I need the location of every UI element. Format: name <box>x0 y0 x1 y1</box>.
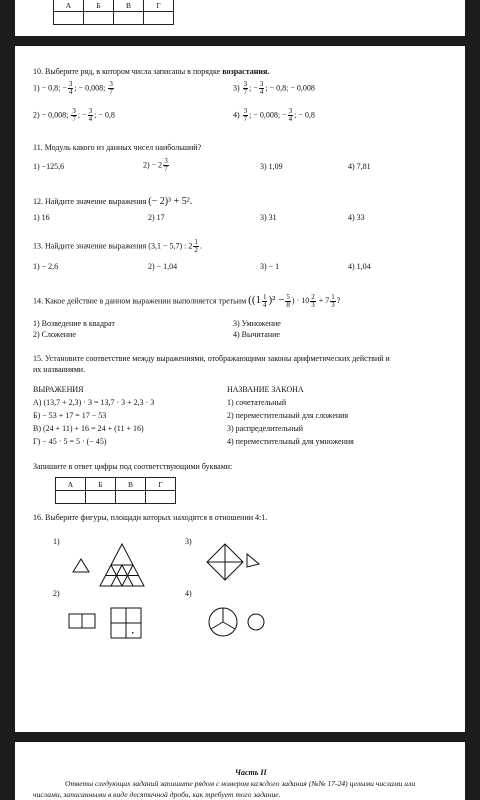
q12-option-4: 4) 33 <box>348 213 365 222</box>
q15-answer-cell-v[interactable] <box>116 491 146 504</box>
top-answer-table <box>53 0 174 25</box>
q15-answer-header-g: Г <box>146 478 176 491</box>
q10-option-2: 2) − 0,008; $\frac{3}{7}$ ; − $\frac{3}{4}$ ; − 0,8 <box>33 107 115 123</box>
q12-option-2: 2) 17 <box>148 213 165 222</box>
q14-option-3: 3) Умножение <box>233 319 281 328</box>
q14-option-1: 1) Возведение в квадрат <box>33 319 115 328</box>
q15-answer-prompt: Запишите в ответ цифры под соответствующими буквами: <box>33 462 233 471</box>
figure-1-triangles <box>70 540 160 588</box>
figure-3-small-triangle <box>247 554 259 567</box>
part2-instruction-line1: Ответы следующих заданий запишите рядом с номером каждого задания (№№ 17-24) целыми числами или <box>65 779 416 788</box>
q10-option-1: 1) − 0,8; − $\frac{3}{4}$ ; − 0,008; $\frac{3}{7}$ <box>33 80 113 96</box>
q15-question-line2: их названиями. <box>33 365 86 374</box>
q15-law-3: 3) распределительный <box>227 424 304 433</box>
q15-expression-a: А) (13,7 + 2,3) · 3 = 13,7 · 3 + 2,3 · 3 <box>33 398 155 407</box>
q11-question: 11. Модуль какого из данных чисел наибольший? <box>33 143 202 152</box>
q12-option-3: 3) 31 <box>260 213 277 222</box>
q10-option-4: 4) $\frac{3}{7}$ ; − 0,008; − $\frac{3}{4}$ ; − 0,8 <box>233 107 315 123</box>
figure-1-small-triangle <box>73 559 89 572</box>
left-dark-border <box>0 0 15 800</box>
q11-option-1: 1) −125,6 <box>33 162 65 171</box>
q15-expression-g: Г) − 45 · 5 = 5 · (− 45) <box>33 437 107 446</box>
q15-answer-header-a: А <box>56 478 86 491</box>
q16-label-4: 4) <box>185 589 192 598</box>
top-table-header-g: Г <box>144 0 174 12</box>
page-separator-bottom <box>15 732 465 742</box>
q12-option-1: 1) 16 <box>33 213 50 222</box>
q15-expression-v: В) (24 + 11) + 16 = 24 + (11 + 16) <box>33 424 144 433</box>
q12-question: 12. Найдите значение выражения (− 2)³ + 5². <box>33 196 193 207</box>
top-table-header-b: Б <box>84 0 114 12</box>
q14-question: 14. Какое действие в данном выражении выполняется третьим ((1 $\frac{1}{4}$ )² − $\frac{5}{8}$ ) · 10 $\frac{2}{3}$ + 7 $\frac{1}{3}$ ? <box>33 293 341 309</box>
q11-option-3: 3) 1,09 <box>260 162 283 171</box>
q15-law-4: 4) переместительный для умножения <box>227 437 354 446</box>
q14-option-4: 4) Вычитание <box>233 330 280 339</box>
page-separator-top <box>15 36 465 46</box>
q10-option-3: 3) $\frac{3}{7}$ ; − $\frac{3}{4}$ ; − 0,8; − 0,008 <box>233 80 315 96</box>
q15-right-header: НАЗВАНИЕ ЗАКОНА <box>227 385 304 394</box>
q15-answer-table <box>55 477 176 504</box>
q13-option-2: 2) − 1,04 <box>148 262 178 271</box>
figure-4-circles <box>207 600 277 642</box>
q13-option-3: 3) − 1 <box>260 262 280 271</box>
q10-question: 10. Выберите ряд, в котором числа записаны в порядке возрастания. <box>33 67 270 76</box>
q15-answer-cell-g[interactable] <box>146 491 176 504</box>
figure-2-rectangles <box>67 604 157 640</box>
q15-answer-header-v: В <box>116 478 146 491</box>
q15-answer-cell-b[interactable] <box>86 491 116 504</box>
figure-4-small-circle <box>248 614 264 630</box>
q15-answer-cell-a[interactable] <box>56 491 86 504</box>
top-table-header-a: А <box>54 0 84 12</box>
part2-instruction-line2: числами, записанными в виде десятичной дроби, как требует того задание. <box>33 790 281 799</box>
q14-option-2: 2) Сложение <box>33 330 76 339</box>
q15-answer-header-b: Б <box>86 478 116 491</box>
q13-option-4: 4) 1,04 <box>348 262 371 271</box>
q16-label-3: 3) <box>185 537 192 546</box>
q13-option-1: 1) − 2,6 <box>33 262 59 271</box>
top-table-header-v: В <box>114 0 144 12</box>
q15-left-header: ВЫРАЖЕНИЯ <box>33 385 84 394</box>
q11-option-4: 4) 7,81 <box>348 162 371 171</box>
q15-question-line1: 15. Установите соответствие между выражениями, отображающими законы арифметических действий и <box>33 354 390 363</box>
q15-expression-b: Б) − 53 + 17 = 17 − 53 <box>33 411 107 420</box>
q16-label-2: 2) <box>53 589 60 598</box>
q13-question: 13. Найдите значение выражения (3,1 − 5,7) : 2 $\frac{1}{2}$ . <box>33 238 202 254</box>
figure-3-rhombus <box>203 542 263 584</box>
q11-option-2: 2) − 2 $\frac{3}{7}$ <box>143 157 168 173</box>
q15-law-1: 1) сочетательный <box>227 398 287 407</box>
q15-law-2: 2) переместительный для сложения <box>227 411 349 420</box>
part2-title: Часть II <box>235 768 267 777</box>
right-dark-border <box>465 0 480 800</box>
document-page <box>15 0 465 800</box>
q16-question: 16. Выберите фигуры, площади которых находятся в отношении 4:1. <box>33 513 268 522</box>
q14-expression: ((1 $\frac{1}{4}$ )² − $\frac{5}{8}$ ) · 10 $\frac{2}{3}$ + 7 $\frac{1}{3}$ ? <box>248 293 341 309</box>
q16-label-1: 1) <box>53 537 60 546</box>
